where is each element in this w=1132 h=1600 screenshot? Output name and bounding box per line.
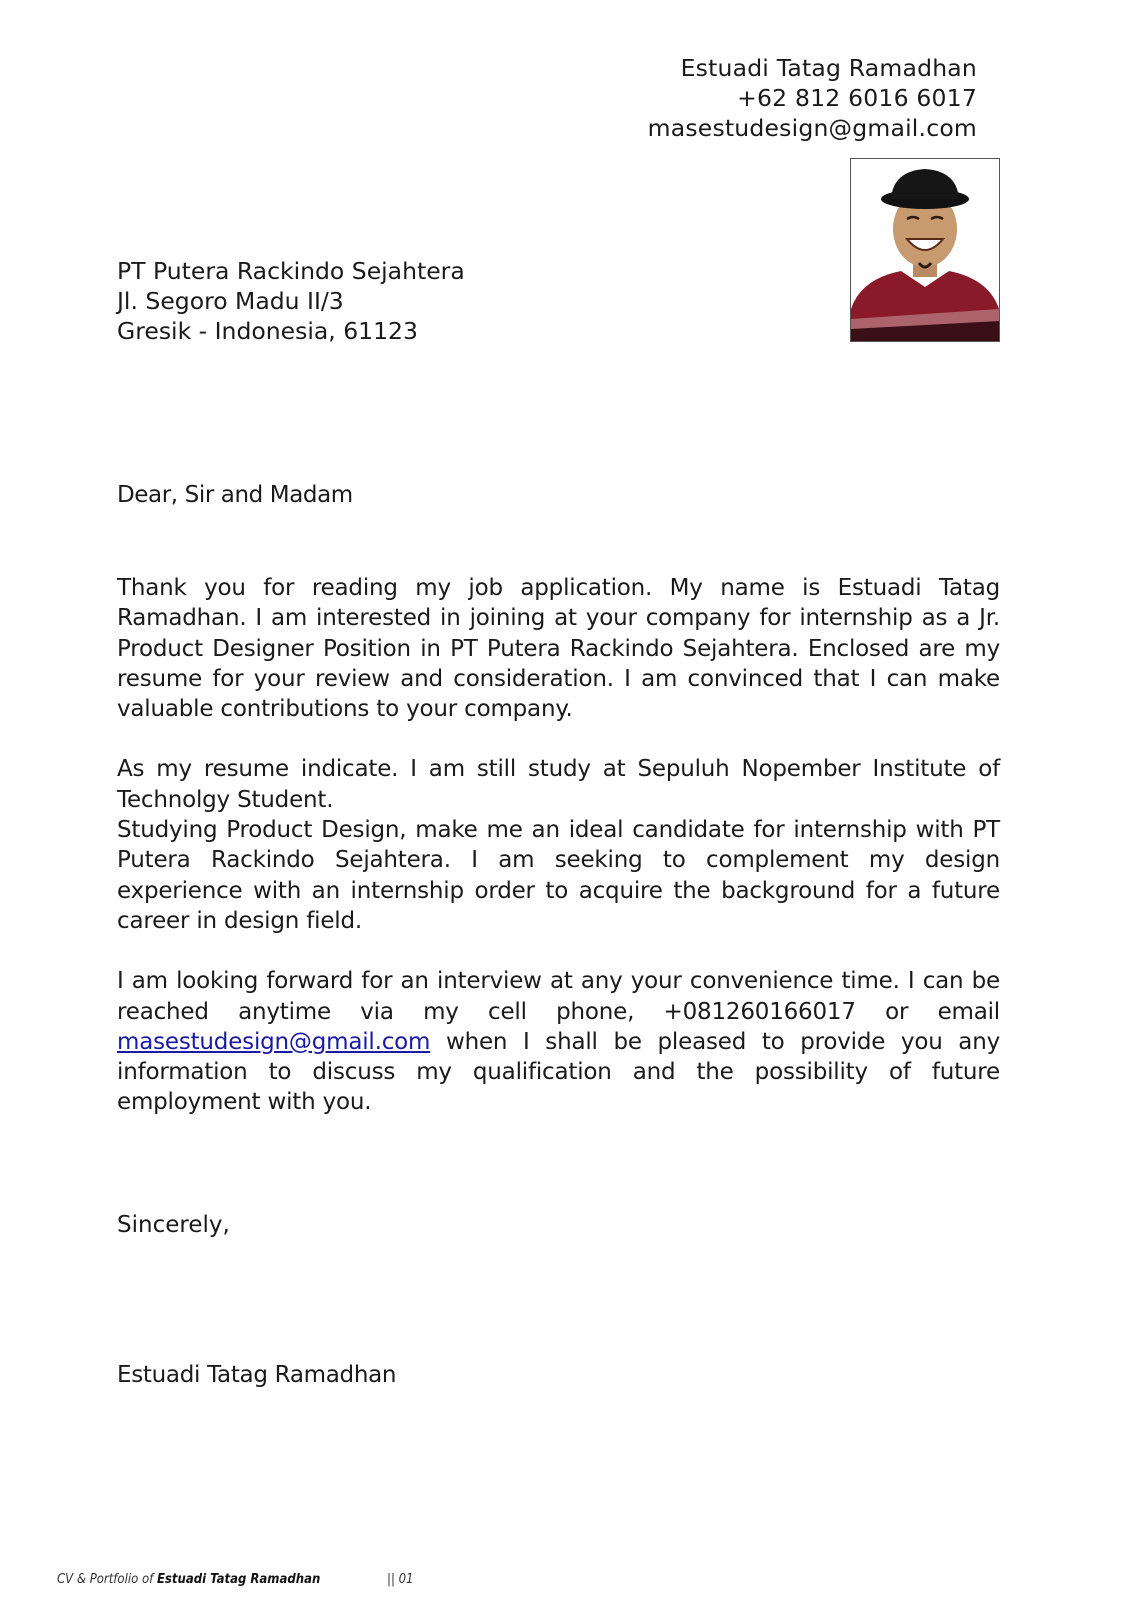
footer-name: Estuadi Tatag Ramadhan [156,1572,321,1587]
sender-block [648,53,977,143]
signature-name: Estuadi Tatag Ramadhan [117,1362,397,1388]
recipient-street: Jl. Segoro Madu II/3 [117,287,344,315]
email-link[interactable]: masestudesign@gmail.com [117,1028,431,1055]
sender-phone: +62 812 6016 6017 [737,84,977,112]
paragraph-intro: Thank you for reading my job application. My name is Estuadi Tatag Ramadhan. I am interested in joining at your company for internship as a Jr. Product Designer Position in PT Putera Rackindo Sejahtera. Enclosed are my resume for your review and consideration. I am convinced that I can make valuable contributions to your company. [117,575,1000,723]
contact-text-end: when I shall be pleased to provide you any information to discuss my qualification and the possibility of future employment with you. [117,1028,1000,1116]
recipient-city: Gresik - Indonesia, 61123 [117,317,418,345]
page-number: || 01 [387,1572,414,1587]
page-footer [57,1572,477,1587]
paragraph-contact [117,966,1000,1117]
letter-body [117,573,1000,1148]
recipient-address [117,256,465,346]
greeting: Dear, Sir and Madam [117,482,353,508]
paragraph-education: As my resume indicate. I am still study at Sepuluh Nopember Institute of Technolgy Student. [117,756,1000,813]
sender-email: masestudesign@gmail.com [647,114,977,142]
paragraph-motivation: Studying Product Design, make me an ideal candidate for internship with PT Putera Rackindo Sejahtera. I am seeking to complement my design experience with an internship order to acquire the background for a future career in design field. [117,817,1000,934]
profile-photo [850,158,1000,342]
portrait-image-icon [851,159,999,341]
recipient-company: PT Putera Rackindo Sejahtera [117,257,465,285]
contact-text: I am looking forward for an interview at any your convenience time. I can be reached anytime via my cell phone, +081260166017 or email [117,968,1000,1025]
sender-name: Estuadi Tatag Ramadhan [680,54,977,82]
footer-prefix: CV & Portfolio of [57,1572,157,1587]
closing: Sincerely, [117,1212,230,1238]
